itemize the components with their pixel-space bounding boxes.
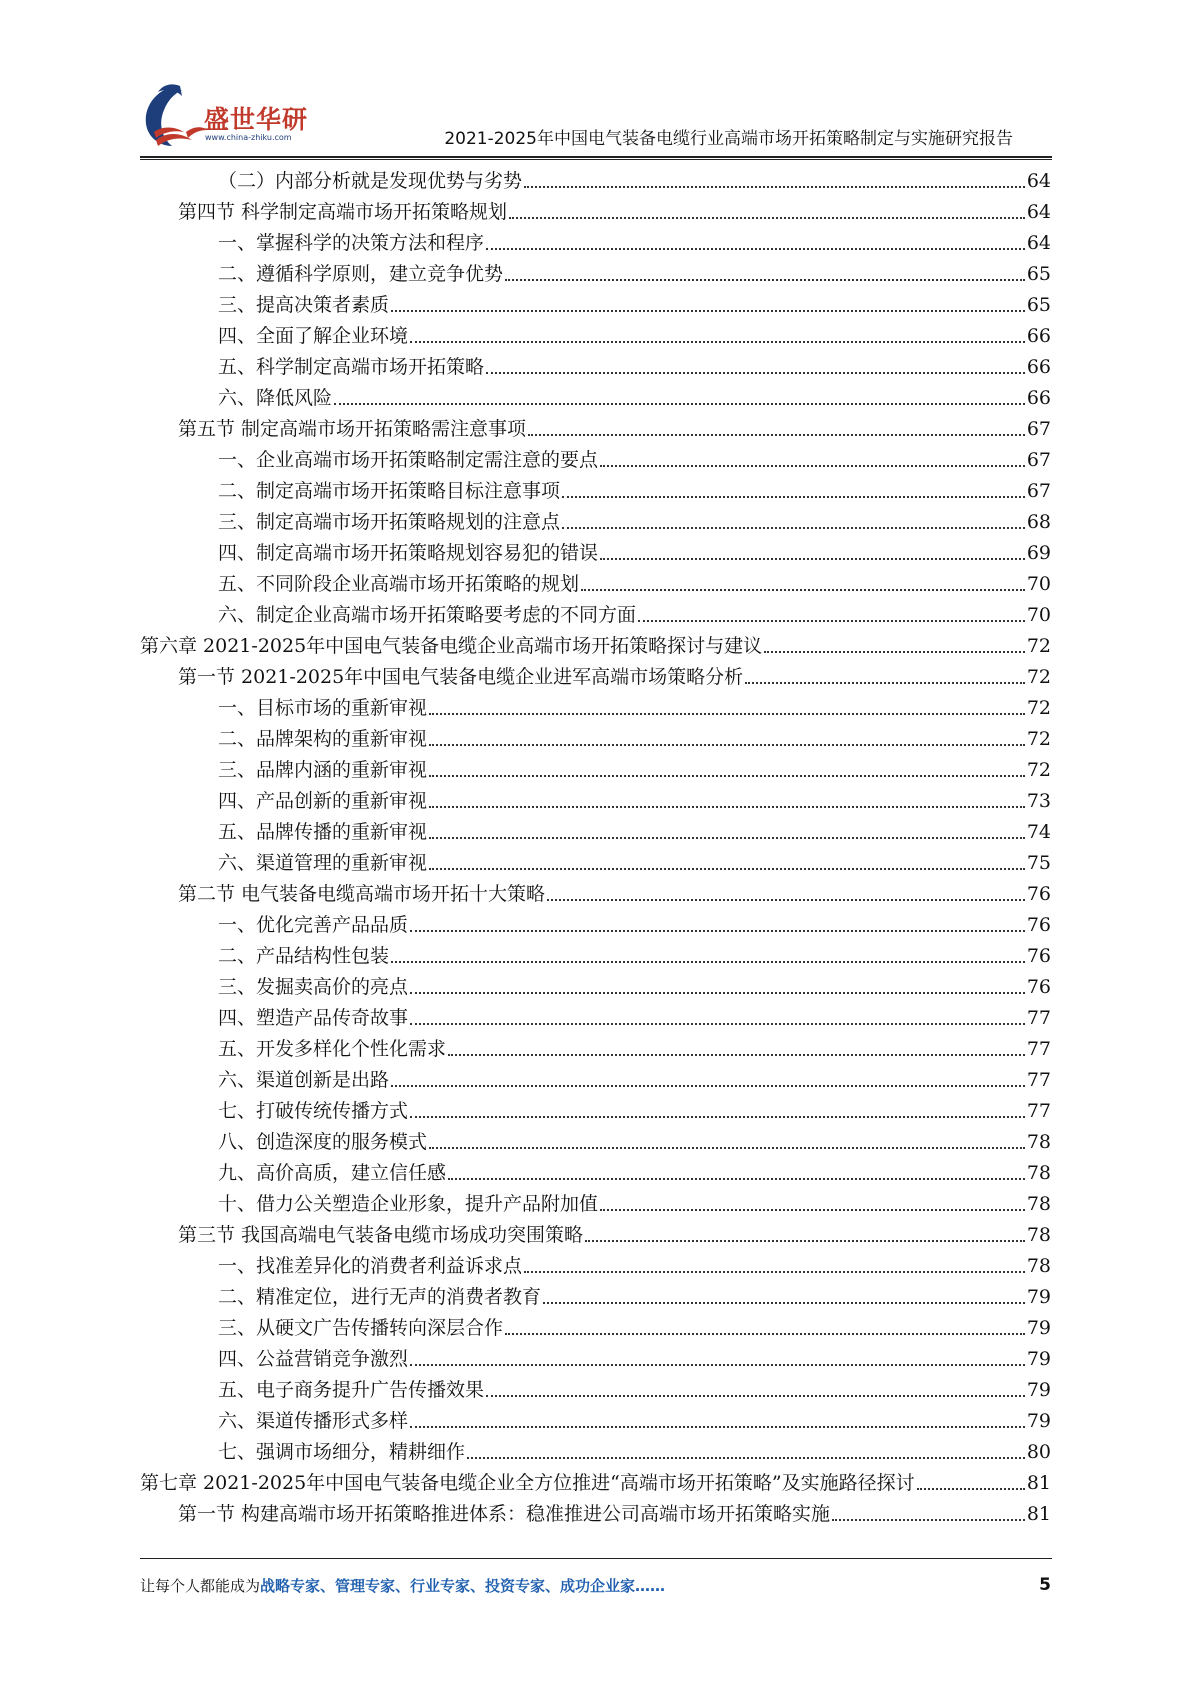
toc-entry[interactable]: [218, 999, 1051, 1030]
toc-entry[interactable]: [218, 906, 1051, 937]
toc-entry-page: 70: [1026, 573, 1051, 595]
toc-entry-title: 第一节 构建高端市场开拓策略推进体系：稳准推进公司高端市场开拓策略实施: [178, 1503, 831, 1525]
toc-entry[interactable]: [218, 1247, 1051, 1278]
toc-entry-page: 66: [1026, 387, 1051, 409]
toc-entry[interactable]: [218, 317, 1051, 348]
toc-entry-title: 五、开发多样化个性化需求: [218, 1038, 447, 1060]
toc-entry-title: 第六章 2021-2025年中国电气装备电缆企业高端市场开拓策略探讨与建议: [140, 635, 763, 657]
toc-entry-title: （二）内部分析就是发现优势与劣势: [218, 170, 523, 192]
toc-entry-title: 六、渠道创新是出路: [218, 1069, 390, 1091]
toc-entry-page: 76: [1026, 914, 1051, 936]
toc-entry-page: 64: [1026, 201, 1051, 223]
toc-entry[interactable]: [178, 193, 1051, 224]
footer-divider: [140, 1558, 1052, 1559]
toc-entry-page: 67: [1026, 418, 1051, 440]
toc-leader-dots: [745, 681, 1025, 684]
toc-leader-dots: [832, 1518, 1025, 1521]
toc-entry[interactable]: [178, 875, 1051, 906]
toc-entry[interactable]: [218, 844, 1051, 875]
toc-entry[interactable]: [218, 1030, 1051, 1061]
toc-entry[interactable]: [218, 1185, 1051, 1216]
toc-entry[interactable]: [218, 1371, 1051, 1402]
toc-entry[interactable]: [218, 472, 1051, 503]
toc-entry[interactable]: [218, 596, 1051, 627]
toc-leader-dots: [600, 1208, 1025, 1211]
toc-leader-dots: [429, 867, 1025, 870]
toc-entry-title: 三、提高决策者素质: [218, 294, 390, 316]
toc-entry-page: 79: [1026, 1348, 1051, 1370]
toc-entry[interactable]: [218, 441, 1051, 472]
toc-entry[interactable]: [178, 1216, 1051, 1247]
toc-entry-page: 79: [1026, 1410, 1051, 1432]
toc-entry-title: 四、全面了解企业环境: [218, 325, 409, 347]
toc-leader-dots: [410, 929, 1025, 932]
toc-entry[interactable]: [218, 937, 1051, 968]
toc-leader-dots: [334, 402, 1025, 405]
toc-entry-title: 二、遵循科学原则，建立竞争优势: [218, 263, 504, 285]
toc-entry-page: 79: [1026, 1317, 1051, 1339]
footer-slogan-prefix: 让每个人都能成为: [140, 1577, 261, 1595]
toc-leader-dots: [429, 743, 1025, 746]
toc-entry-title: 五、科学制定高端市场开拓策略: [218, 356, 485, 378]
toc-entry[interactable]: [218, 1433, 1051, 1464]
toc-entry[interactable]: [218, 968, 1051, 999]
toc-entry[interactable]: [140, 1464, 1051, 1495]
toc-leader-dots: [391, 960, 1025, 963]
toc-entry-page: 79: [1026, 1286, 1051, 1308]
toc-entry[interactable]: [218, 1154, 1051, 1185]
toc-entry-title: 七、强调市场细分，精耕细作: [218, 1441, 466, 1463]
toc-entry-title: 四、产品创新的重新审视: [218, 790, 428, 812]
toc-entry-title: 第二节 电气装备电缆高端市场开拓十大策略: [178, 883, 546, 905]
toc-entry-page: 78: [1026, 1224, 1051, 1246]
toc-leader-dots: [562, 526, 1025, 529]
toc-entry-title: 六、渠道管理的重新审视: [218, 852, 428, 874]
toc-entry[interactable]: [218, 1123, 1051, 1154]
logo-text: 盛世华研: [204, 105, 309, 134]
toc-leader-dots: [600, 557, 1025, 560]
toc-entry-title: 第七章 2021-2025年中国电气装备电缆企业全方位推进“高端市场开拓策略”及实施路径探讨: [140, 1472, 915, 1494]
toc-entry-page: 70: [1026, 604, 1051, 626]
toc-leader-dots: [505, 1332, 1025, 1335]
toc-leader-dots: [505, 278, 1025, 281]
toc-entry[interactable]: [218, 534, 1051, 565]
toc-entry[interactable]: [218, 1309, 1051, 1340]
toc-leader-dots: [448, 1177, 1025, 1180]
toc-entry[interactable]: [218, 751, 1051, 782]
toc-entry[interactable]: [178, 658, 1051, 689]
toc-entry-page: 78: [1026, 1162, 1051, 1184]
toc-entry-page: 67: [1026, 449, 1051, 471]
toc-leader-dots: [543, 1301, 1025, 1304]
toc-entry[interactable]: [178, 410, 1051, 441]
toc-entry-page: 73: [1026, 790, 1051, 812]
toc-entry-page: 81: [1026, 1503, 1051, 1525]
toc-leader-dots: [410, 991, 1025, 994]
toc-entry-page: 66: [1026, 325, 1051, 347]
toc-entry[interactable]: [218, 565, 1051, 596]
toc-entry-page: 81: [1026, 1472, 1051, 1494]
toc-entry[interactable]: [218, 1061, 1051, 1092]
toc-entry-title: 二、产品结构性包装: [218, 945, 390, 967]
header-divider-thin: [140, 159, 1052, 160]
toc-entry-title: 六、降低风险: [218, 387, 333, 409]
toc-entry-page: 72: [1026, 728, 1051, 750]
toc-leader-dots: [429, 805, 1025, 808]
toc-entry-page: 68: [1026, 511, 1051, 533]
toc-entry[interactable]: [218, 813, 1051, 844]
toc-entry-title: 二、品牌架构的重新审视: [218, 728, 428, 750]
toc-entry[interactable]: [218, 348, 1051, 379]
toc-entry-page: 64: [1026, 232, 1051, 254]
toc-entry-title: 八、创造深度的服务模式: [218, 1131, 428, 1153]
toc-entry-title: 三、制定高端市场开拓策略规划的注意点: [218, 511, 561, 533]
toc-leader-dots: [562, 495, 1025, 498]
toc-entry[interactable]: [218, 782, 1051, 813]
toc-entry-page: 77: [1026, 1069, 1051, 1091]
toc-leader-dots: [764, 650, 1025, 653]
toc-entry-page: 77: [1026, 1100, 1051, 1122]
toc-leader-dots: [410, 340, 1025, 343]
toc-entry-page: 74: [1026, 821, 1051, 843]
toc-entry-page: 72: [1026, 697, 1051, 719]
toc-entry-page: 64: [1026, 170, 1051, 192]
toc-entry[interactable]: [140, 627, 1051, 658]
toc-entry-page: 76: [1026, 945, 1051, 967]
toc-entry-title: 二、精准定位，进行无声的消费者教育: [218, 1286, 542, 1308]
toc-entry-page: 78: [1026, 1193, 1051, 1215]
toc-leader-dots: [486, 1394, 1025, 1397]
toc-leader-dots: [429, 836, 1025, 839]
toc-entry[interactable]: [218, 224, 1051, 255]
toc-leader-dots: [410, 1022, 1025, 1025]
toc-entry-title: 一、企业高端市场开拓策略制定需注意的要点: [218, 449, 599, 471]
toc-entry-title: 第三节 我国高端电气装备电缆市场成功突围策略: [178, 1224, 584, 1246]
toc-leader-dots: [391, 309, 1025, 312]
toc-entry-title: 四、公益营销竞争激烈: [218, 1348, 409, 1370]
toc-leader-dots: [486, 247, 1025, 250]
logo-url: www.china-zhiku.com: [205, 133, 292, 142]
toc-entry-title: 六、渠道传播形式多样: [218, 1410, 409, 1432]
toc-leader-dots: [581, 588, 1025, 591]
toc-entry-title: 二、制定高端市场开拓策略目标注意事项: [218, 480, 561, 502]
toc-entry-title: 十、借力公关塑造企业形象，提升产品附加值: [218, 1193, 599, 1215]
toc-leader-dots: [486, 371, 1025, 374]
toc-entry[interactable]: [218, 286, 1051, 317]
toc-entry-page: 66: [1026, 356, 1051, 378]
toc-entry-page: 77: [1026, 1007, 1051, 1029]
toc-entry-page: 76: [1026, 976, 1051, 998]
toc-entry-title: 一、优化完善产品品质: [218, 914, 409, 936]
toc-entry-page: 69: [1026, 542, 1051, 564]
toc-entry-page: 72: [1026, 666, 1051, 688]
toc-entry-title: 一、掌握科学的决策方法和程序: [218, 232, 485, 254]
toc-leader-dots: [528, 433, 1025, 436]
toc-entry-page: 65: [1026, 294, 1051, 316]
toc-entry-title: 第五节 制定高端市场开拓策略需注意事项: [178, 418, 527, 440]
toc-entry[interactable]: [218, 379, 1051, 410]
toc-entry-page: 67: [1026, 480, 1051, 502]
toc-entry-title: 五、不同阶段企业高端市场开拓策略的规划: [218, 573, 580, 595]
toc-entry[interactable]: [218, 720, 1051, 751]
toc-leader-dots: [429, 1146, 1025, 1149]
header-divider: [140, 156, 1052, 158]
toc-entry[interactable]: [218, 1092, 1051, 1123]
toc-entry-title: 五、电子商务提升广告传播效果: [218, 1379, 485, 1401]
toc-entry-page: 77: [1026, 1038, 1051, 1060]
toc-entry-title: 四、塑造产品传奇故事: [218, 1007, 409, 1029]
toc-entry-page: 76: [1026, 883, 1051, 905]
toc-entry-title: 七、打破传统传播方式: [218, 1100, 409, 1122]
page-number: 5: [1039, 1575, 1051, 1595]
toc-entry[interactable]: [178, 1495, 1051, 1526]
toc-entry-page: 78: [1026, 1255, 1051, 1277]
toc-entry-title: 一、找准差异化的消费者利益诉求点: [218, 1255, 523, 1277]
toc-entry[interactable]: [218, 162, 1051, 193]
toc-entry-title: 四、制定高端市场开拓策略规划容易犯的错误: [218, 542, 599, 564]
toc-leader-dots: [429, 712, 1025, 715]
toc-leader-dots: [429, 774, 1025, 777]
report-title: 2021-2025年中国电气装备电缆行业高端市场开拓策略制定与实施研究报告: [444, 129, 1013, 149]
toc-entry-page: 79: [1026, 1379, 1051, 1401]
toc-entry-title: 第四节 科学制定高端市场开拓策略规划: [178, 201, 508, 223]
toc-entry-page: 65: [1026, 263, 1051, 285]
toc-leader-dots: [410, 1363, 1025, 1366]
toc-entry-title: 五、品牌传播的重新审视: [218, 821, 428, 843]
toc-leader-dots: [600, 464, 1025, 467]
toc-leader-dots: [917, 1487, 1025, 1490]
footer-slogan: [140, 1576, 665, 1596]
toc-leader-dots: [585, 1239, 1025, 1242]
toc-entry[interactable]: [218, 689, 1051, 720]
toc-entry-title: 三、品牌内涵的重新审视: [218, 759, 428, 781]
toc-entry[interactable]: [218, 1402, 1051, 1433]
toc-leader-dots: [467, 1456, 1025, 1459]
toc-leader-dots: [410, 1425, 1025, 1428]
toc-leader-dots: [638, 619, 1025, 622]
toc-entry-page: 80: [1026, 1441, 1051, 1463]
toc-leader-dots: [448, 1053, 1025, 1056]
toc-entry-title: 三、发掘卖高价的亮点: [218, 976, 409, 998]
toc-entry[interactable]: [218, 1340, 1051, 1371]
footer-slogan-highlight: 战略专家、管理专家、行业专家、投资专家、成功企业家……: [260, 1577, 666, 1595]
toc-entry-title: 三、从硬文广告传播转向深层合作: [218, 1317, 504, 1339]
toc-entry[interactable]: [218, 503, 1051, 534]
toc-entry-title: 六、制定企业高端市场开拓策略要考虑的不同方面: [218, 604, 637, 626]
toc-entry-title: 一、目标市场的重新审视: [218, 697, 428, 719]
toc-entry-title: 九、高价高质，建立信任感: [218, 1162, 447, 1184]
toc-entry-page: 75: [1026, 852, 1051, 874]
toc-entry-page: 72: [1026, 635, 1051, 657]
toc-leader-dots: [524, 1270, 1025, 1273]
toc-entry-page: 72: [1026, 759, 1051, 781]
toc-leader-dots: [410, 1115, 1025, 1118]
toc-entry[interactable]: [218, 1278, 1051, 1309]
toc-leader-dots: [547, 898, 1025, 901]
toc-entry-title: 第一节 2021-2025年中国电气装备电缆企业进军高端市场策略分析: [178, 666, 744, 688]
toc-entry-page: 78: [1026, 1131, 1051, 1153]
page-header: [0, 0, 1191, 152]
toc-leader-dots: [524, 185, 1025, 188]
toc-entry[interactable]: [218, 255, 1051, 286]
toc-leader-dots: [509, 216, 1025, 219]
toc-leader-dots: [391, 1084, 1025, 1087]
